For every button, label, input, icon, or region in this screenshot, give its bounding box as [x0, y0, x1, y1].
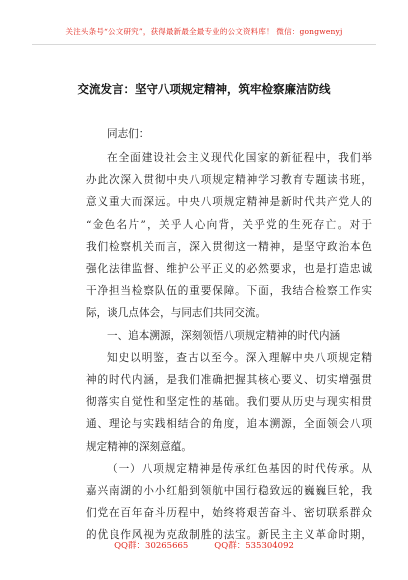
- body-line: 一、追本溯源，深刻领悟八项规定精神的时代内涵: [107, 329, 341, 342]
- salutation: 同志们：: [107, 128, 150, 140]
- body-line: “金色名片”，关乎人心向背，关乎党的生死存亡。对于: [86, 218, 372, 231]
- header-divider: [32, 44, 376, 45]
- body-line: 办此次深入贯彻中央八项规定精神学习教育专题读书班，: [86, 174, 372, 187]
- body-line: 际，谈几点体会，与同志们共同交流。: [86, 307, 267, 320]
- footer-qq-group-2: QQ群：535304092: [214, 541, 294, 551]
- body-line: 神的时代内涵，是我们准确把握其核心要义、切实增强贯: [86, 374, 372, 386]
- body-line: 强化法律监督、维护公平正义的必然要求，也是打造忠诚: [86, 263, 372, 275]
- body-line: （一）八项规定精神是传承红色基因的时代传承。从: [107, 462, 372, 475]
- body-line: 彻落实自觉性和坚定性的基础。我们要从历史与现实相贯: [86, 396, 372, 409]
- body-line: 干净担当检察队伍的重要保障。下面，我结合检察工作实: [86, 285, 372, 298]
- body-line: 规定精神的深刻意蕴。: [86, 440, 192, 453]
- body-line: 知史以明鉴，查古以至今。深入理解中央八项规定精: [107, 351, 372, 364]
- footer-qq-group-1: QQ群：30265665: [114, 541, 189, 551]
- body-line: 通、理论与实践相结合的角度，追本溯源，全面领会八项: [86, 418, 372, 431]
- body-line: 嘉兴南湖的小小红船到领航中国行稳致远的巍巍巨轮，我: [86, 485, 372, 497]
- body-line: 们党在百年奋斗历程中，始终将艰苦奋斗、密切联系群众: [86, 507, 372, 520]
- footer-contacts: [0, 539, 408, 551]
- header-note: 关注头条号“公文研究”，获得最新最全最专业的公文资料库！ 微信：gongwenyj: [65, 27, 343, 36]
- body-line: 在全面建设社会主义现代化国家的新征程中，我们举: [107, 152, 372, 164]
- body-line: 意义重大而深远。中央八项规定精神是新时代共产党人的: [86, 196, 372, 209]
- document-title: 交流发言：坚守八项规定精神，筑牢检察廉洁防线: [77, 82, 331, 96]
- body-line: 我们检察机关而言，深入贯彻这一精神，是坚守政治本色: [86, 240, 372, 253]
- body-line: 的优良作风视为克敌制胜的法宝。新民主主义革命时期，: [86, 529, 372, 542]
